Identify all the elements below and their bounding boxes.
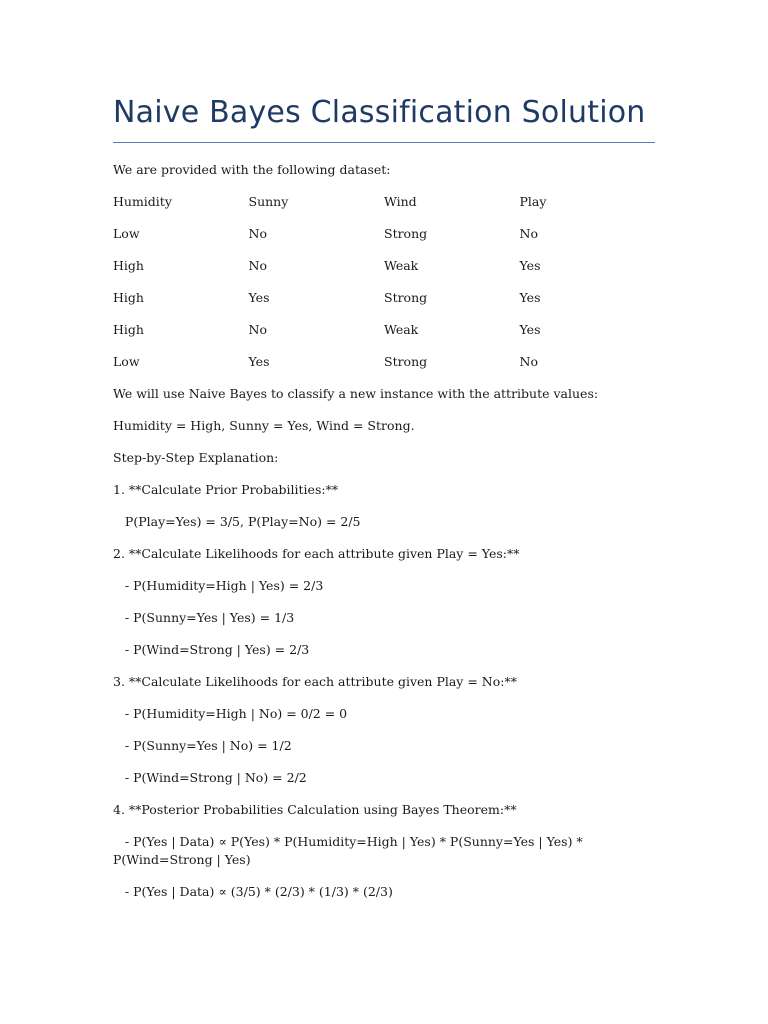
table-cell: Weak: [384, 258, 419, 273]
step-detail: - P(Sunny=Yes | No) = 1/2: [113, 738, 292, 753]
table-cell: High: [113, 290, 144, 305]
step-detail: - P(Wind=Strong | Yes) = 2/3: [113, 642, 310, 657]
step-detail: - P(Sunny=Yes | Yes) = 1/3: [113, 610, 295, 625]
table-cell: Yes: [519, 290, 541, 305]
document-page: [113, 92, 655, 901]
step-detail: - P(Wind=Strong | No) = 2/2: [113, 770, 307, 785]
table-cell: No: [248, 226, 267, 241]
table-cell: No: [248, 258, 267, 273]
body-paragraph: We will use Naive Bayes to classify a new instance with the attribute values:: [113, 386, 599, 401]
table-cell: Low: [113, 354, 140, 369]
table-cell: No: [519, 354, 538, 369]
table-cell: High: [113, 322, 144, 337]
table-cell: No: [519, 226, 538, 241]
table-row: [113, 257, 655, 289]
table-row: [113, 321, 655, 353]
table-cell: Weak: [384, 322, 419, 337]
table-cell: Yes: [519, 258, 541, 273]
step-heading: 3. **Calculate Likelihoods for each attribute given Play = No:**: [113, 674, 517, 689]
step-detail: - P(Yes | Data) ∝ P(Yes) * P(Humidity=High | Yes) * P(Sunny=Yes | Yes) * P(Wind=Strong | Yes): [113, 834, 587, 867]
table-header-cell: Wind: [384, 194, 417, 209]
table-cell: Yes: [248, 290, 270, 305]
table-header-cell: Sunny: [248, 194, 289, 209]
table-cell: Yes: [248, 354, 270, 369]
dataset-table: [113, 193, 655, 371]
table-row: [113, 289, 655, 321]
table-cell: No: [248, 322, 267, 337]
step-heading: 2. **Calculate Likelihoods for each attribute given Play = Yes:**: [113, 546, 520, 561]
intro-text: We are provided with the following dataset:: [113, 162, 391, 177]
body-paragraph: Humidity = High, Sunny = Yes, Wind = Strong.: [113, 418, 415, 433]
step-detail: P(Play=Yes) = 3/5, P(Play=No) = 2/5: [113, 514, 361, 529]
step-heading: 1. **Calculate Prior Probabilities:**: [113, 482, 339, 497]
table-header-row: [113, 193, 655, 225]
table-row: [113, 225, 655, 257]
table-cell: High: [113, 258, 144, 273]
table-header-cell: Humidity: [113, 194, 172, 209]
step-detail: - P(Humidity=High | Yes) = 2/3: [113, 578, 324, 593]
table-cell: Strong: [384, 226, 428, 241]
table-cell: Yes: [519, 322, 541, 337]
table-cell: Low: [113, 226, 140, 241]
table-cell: Strong: [384, 354, 428, 369]
document-title: Naive Bayes Classification Solution: [113, 92, 655, 143]
step-detail: - P(Humidity=High | No) = 0/2 = 0: [113, 706, 348, 721]
table-cell: Strong: [384, 290, 428, 305]
section-heading: Step-by-Step Explanation:: [113, 450, 279, 465]
step-detail: - P(Yes | Data) ∝ (3/5) * (2/3) * (1/3) * (2/3): [113, 884, 393, 899]
step-heading: 4. **Posterior Probabilities Calculation using Bayes Theorem:**: [113, 802, 517, 817]
table-header-cell: Play: [519, 194, 547, 209]
table-row: [113, 353, 655, 371]
